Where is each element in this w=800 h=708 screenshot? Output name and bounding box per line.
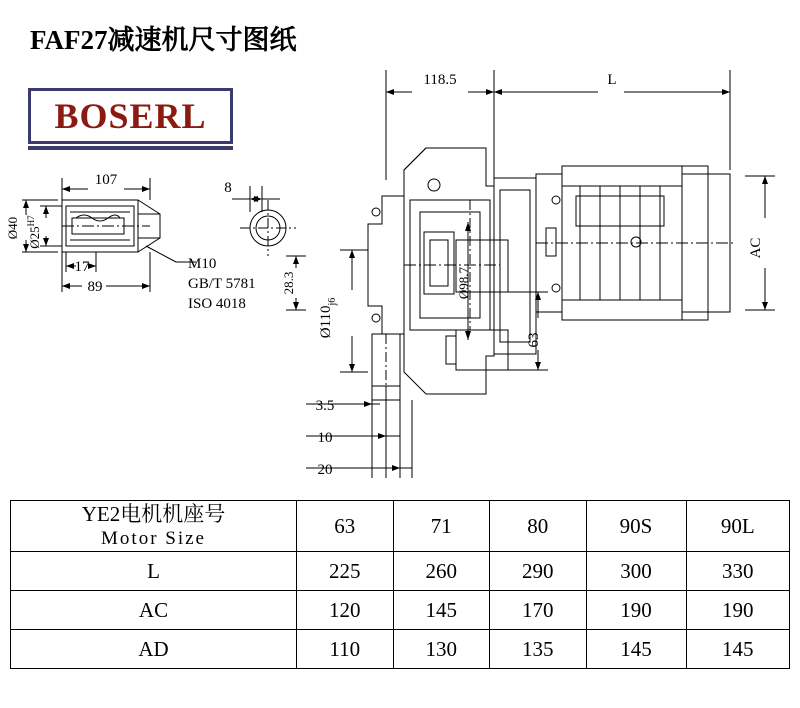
- table-cell: 190: [586, 591, 686, 630]
- dim-AC: AC: [748, 237, 764, 259]
- table-cell: 135: [490, 630, 587, 669]
- table-cell-size: 80: [490, 501, 587, 552]
- table-cell: 120: [297, 591, 394, 630]
- dim-107: 107: [94, 172, 118, 188]
- dim-dia25h7: $Ø25^{H7}$: [26, 215, 42, 249]
- motor-size-label-en: Motor Size: [101, 528, 206, 550]
- table-cell-size: 90L: [686, 501, 789, 552]
- table-cell-size: 71: [393, 501, 490, 552]
- motor-size-label-cn: YE2电机机座号: [81, 502, 226, 526]
- table-row: [11, 591, 790, 630]
- logo-text: BOSERL: [54, 96, 207, 136]
- table-cell: 300: [586, 552, 686, 591]
- table-cell: 225: [297, 552, 394, 591]
- table-cell: 330: [686, 552, 789, 591]
- table-cell-size: 90S: [586, 501, 686, 552]
- page-title: FAF27减速机尺寸图纸: [30, 25, 297, 55]
- label-m10: M10: [188, 256, 217, 272]
- row-label: AD: [11, 630, 297, 669]
- spec-table: [10, 500, 790, 669]
- dim-L: L: [607, 72, 617, 88]
- table-cell: 260: [393, 552, 490, 591]
- dim-28-3: 28.3: [281, 271, 296, 295]
- table-row: [11, 552, 790, 591]
- dim-dia110-j6: $Ø110_{j6}$: [318, 297, 338, 339]
- table-cell: 170: [490, 591, 587, 630]
- table-cell: 145: [686, 630, 789, 669]
- table-cell-size: 63: [297, 501, 394, 552]
- dim-dia40: Ø40: [5, 216, 20, 240]
- table-cell: 110: [297, 630, 394, 669]
- dim-63: 63: [526, 332, 542, 348]
- label-iso: ISO 4018: [188, 296, 246, 312]
- dim-3-5: 3.5: [315, 398, 335, 414]
- table-row-header: [11, 501, 790, 552]
- dim-dia98-7: Ø98.7: [456, 266, 471, 300]
- row-label: AC: [11, 591, 297, 630]
- table-cell: 190: [686, 591, 789, 630]
- table-cell: 130: [393, 630, 490, 669]
- dim-20: 20: [317, 462, 333, 478]
- dim-10: 10: [317, 430, 333, 446]
- row-label: L: [11, 552, 297, 591]
- label-gbt: GB/T 5781: [188, 276, 256, 292]
- dim-118-5: 118.5: [423, 72, 457, 88]
- dim-89: 89: [87, 279, 103, 295]
- motor-size-header: [11, 501, 297, 552]
- dim-8: 8: [224, 180, 232, 196]
- table-cell: 290: [490, 552, 587, 591]
- table-row: [11, 630, 790, 669]
- table-cell: 145: [393, 591, 490, 630]
- table-cell: 145: [586, 630, 686, 669]
- dim-17: 17: [74, 259, 90, 275]
